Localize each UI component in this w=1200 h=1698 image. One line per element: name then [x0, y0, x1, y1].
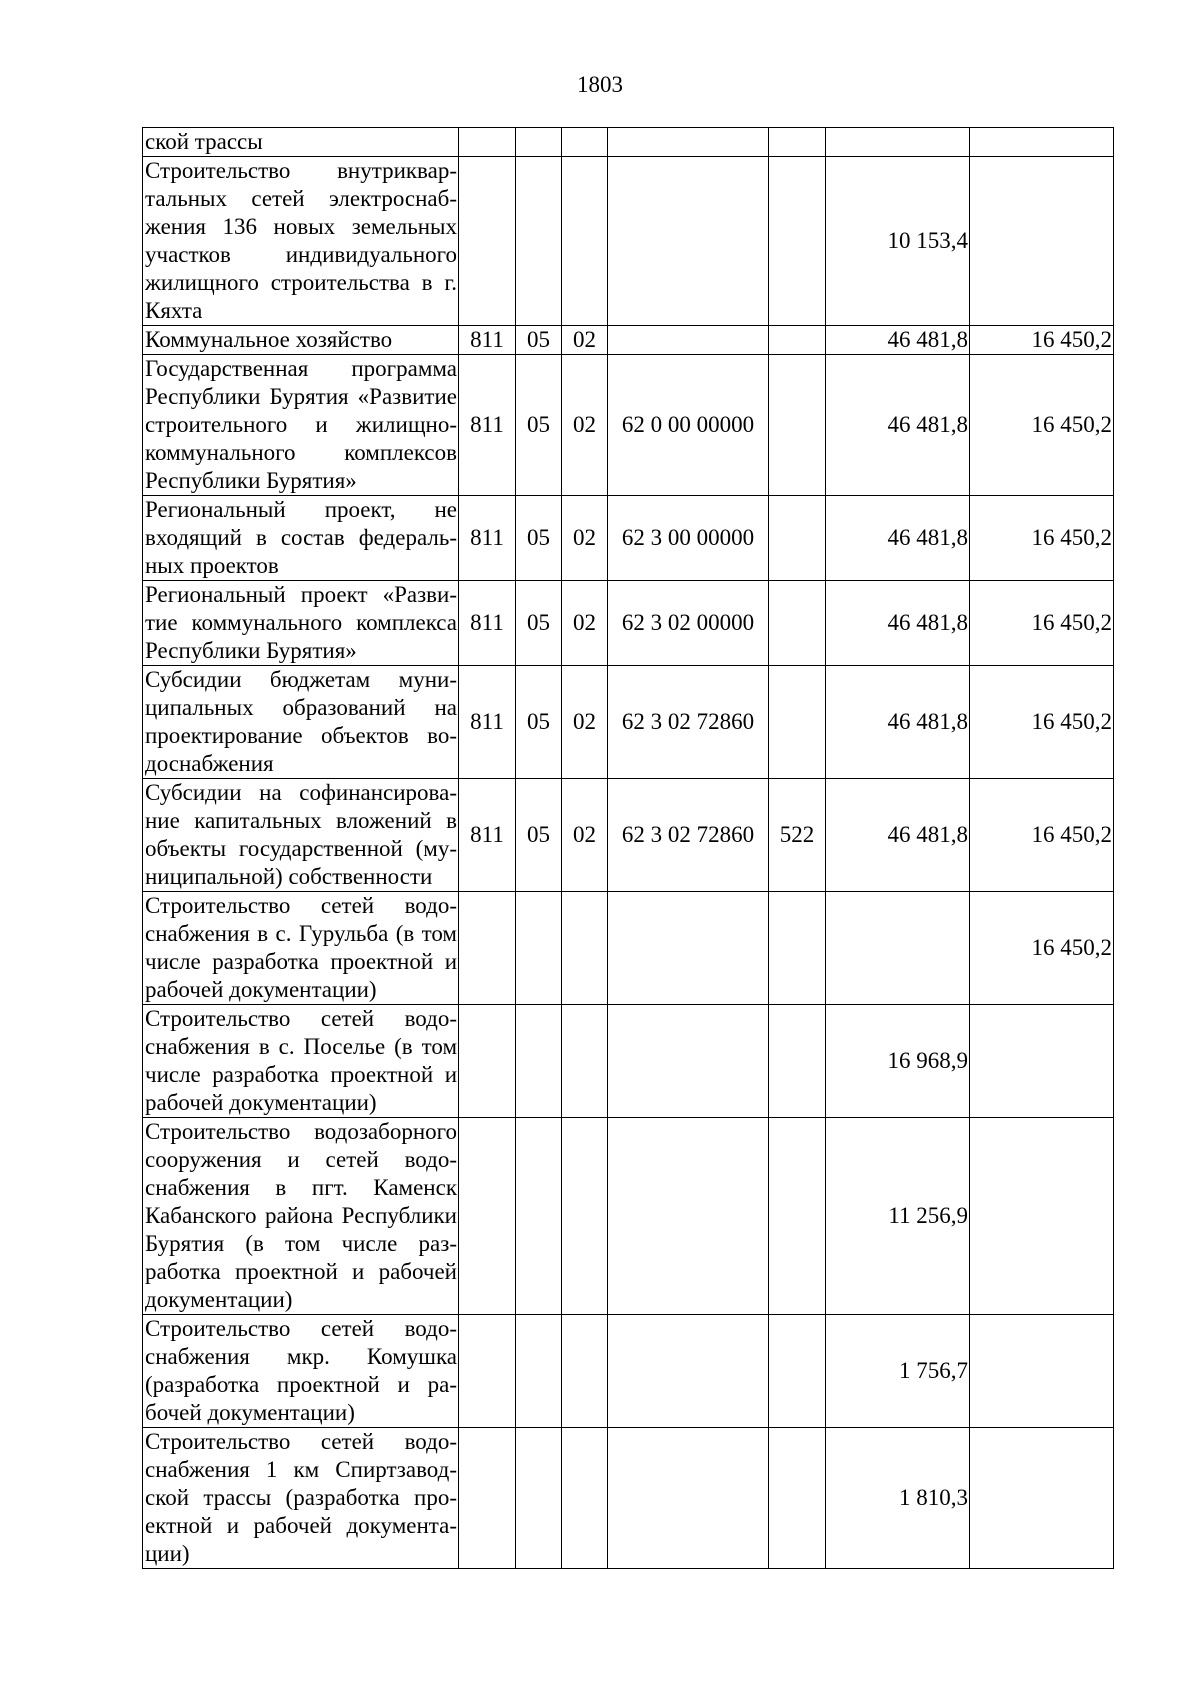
row-sum1: 1 756,7 [826, 1315, 970, 1428]
table-row [143, 326, 1114, 355]
row-sum2: 16 450,2 [970, 496, 1114, 581]
row-vr [769, 1118, 826, 1315]
row-pr [562, 892, 608, 1005]
row-csr: 62 0 00 00000 [608, 355, 769, 496]
table-row [143, 1428, 1114, 1569]
row-sum2: 16 450,2 [970, 892, 1114, 1005]
row-grbs [459, 1428, 516, 1569]
row-sum1: 46 481,8 [826, 355, 970, 496]
row-csr [608, 1428, 769, 1569]
row-grbs [459, 1118, 516, 1315]
row-sum1: 46 481,8 [826, 326, 970, 355]
row-pr [562, 1118, 608, 1315]
row-sum1 [826, 892, 970, 1005]
row-csr: 62 3 02 72860 [608, 779, 769, 892]
row-sum1: 46 481,8 [826, 496, 970, 581]
row-name: Субсидии бюджетам муниципальных образований на проектирование объектов водоснабжения [143, 666, 459, 779]
row-csr [608, 157, 769, 326]
row-grbs [459, 1005, 516, 1118]
row-name: Строительство сетей водоснабжения мкр. Комушка (разработка проектной и рабочей документации) [143, 1315, 459, 1428]
row-sum1: 46 481,8 [826, 779, 970, 892]
row-csr [608, 1315, 769, 1428]
row-csr [608, 326, 769, 355]
row-csr [608, 1118, 769, 1315]
row-pr [562, 1428, 608, 1569]
row-name: Строительство водозаборного сооружения и сетей водоснабжения в пгт. Каменск Кабанского района Республики Бурятия (в том числе разработка проектной и рабочей документации) [143, 1118, 459, 1315]
table-row [143, 581, 1114, 666]
row-rz [516, 1315, 562, 1428]
table-row [143, 1005, 1114, 1118]
row-name: Государственная программа Республики Бурятия «Развитие строительного и жилищно-коммунального комплексов Республики Бурятия» [143, 355, 459, 496]
row-vr [769, 581, 826, 666]
row-grbs: 811 [459, 581, 516, 666]
row-name: Коммунальное хозяйство [143, 326, 459, 355]
row-vr [769, 496, 826, 581]
row-pr [562, 1005, 608, 1118]
row-sum1: 46 481,8 [826, 666, 970, 779]
row-vr [769, 326, 826, 355]
row-rz: 05 [516, 581, 562, 666]
row-name: Строительство сетей водоснабжения в с. Гурульба (в том числе разработка проектной и рабочей документации) [143, 892, 459, 1005]
table-row [143, 157, 1114, 326]
row-rz [516, 157, 562, 326]
row-csr [608, 128, 769, 157]
row-name: Строительство сетей водоснабжения в с. Поселье (в том числе разработка проектной и рабочей документации) [143, 1005, 459, 1118]
row-name: Региональный проект «Развитие коммунального комплекса Республики Бурятия» [143, 581, 459, 666]
row-name: Строительство сетей водоснабжения 1 км Спиртзаводской трассы (разработка проектной и рабочей документации) [143, 1428, 459, 1569]
row-vr [769, 355, 826, 496]
row-csr: 62 3 00 00000 [608, 496, 769, 581]
table-row [143, 779, 1114, 892]
row-pr: 02 [562, 355, 608, 496]
row-grbs: 811 [459, 496, 516, 581]
row-name: Строительство внутриквартальных сетей электроснабжения 136 новых земельных участков индивидуального жилищного строительства в г. Кяхта [143, 157, 459, 326]
row-grbs [459, 1315, 516, 1428]
row-rz [516, 1005, 562, 1118]
row-grbs: 811 [459, 355, 516, 496]
row-csr [608, 892, 769, 1005]
table-row [143, 1118, 1114, 1315]
row-sum1 [826, 128, 970, 157]
row-grbs: 811 [459, 326, 516, 355]
row-sum2: 16 450,2 [970, 355, 1114, 496]
table-row [143, 1315, 1114, 1428]
row-csr: 62 3 02 72860 [608, 666, 769, 779]
row-rz: 05 [516, 326, 562, 355]
row-pr [562, 128, 608, 157]
row-csr: 62 3 02 00000 [608, 581, 769, 666]
row-pr [562, 1315, 608, 1428]
row-pr: 02 [562, 326, 608, 355]
row-sum2: 16 450,2 [970, 326, 1114, 355]
row-vr [769, 1428, 826, 1569]
row-grbs: 811 [459, 666, 516, 779]
row-pr: 02 [562, 779, 608, 892]
row-vr: 522 [769, 779, 826, 892]
row-sum2 [970, 157, 1114, 326]
row-grbs [459, 892, 516, 1005]
row-grbs [459, 128, 516, 157]
row-rz: 05 [516, 779, 562, 892]
row-sum1: 16 968,9 [826, 1005, 970, 1118]
row-vr [769, 1315, 826, 1428]
row-sum1: 10 153,4 [826, 157, 970, 326]
table-row [143, 666, 1114, 779]
row-vr [769, 157, 826, 326]
row-sum2 [970, 1315, 1114, 1428]
row-sum2 [970, 128, 1114, 157]
table-row [143, 355, 1114, 496]
table-row [143, 892, 1114, 1005]
row-rz [516, 128, 562, 157]
row-rz [516, 892, 562, 1005]
row-sum2 [970, 1005, 1114, 1118]
row-pr [562, 157, 608, 326]
row-pr: 02 [562, 581, 608, 666]
row-csr [608, 1005, 769, 1118]
row-sum2: 16 450,2 [970, 779, 1114, 892]
row-rz: 05 [516, 496, 562, 581]
row-rz [516, 1118, 562, 1315]
row-rz: 05 [516, 355, 562, 496]
row-vr [769, 128, 826, 157]
row-name: Субсидии на софинансирование капитальных вложений в объекты государственной (муниципальной) собственности [143, 779, 459, 892]
row-sum2 [970, 1428, 1114, 1569]
row-vr [769, 892, 826, 1005]
row-pr: 02 [562, 666, 608, 779]
row-name: ской трассы [143, 128, 459, 157]
row-sum1: 11 256,9 [826, 1118, 970, 1315]
row-rz: 05 [516, 666, 562, 779]
row-grbs [459, 157, 516, 326]
row-sum2: 16 450,2 [970, 581, 1114, 666]
row-pr: 02 [562, 496, 608, 581]
row-vr [769, 1005, 826, 1118]
page-number: 1803 [577, 72, 623, 97]
budget-table [142, 127, 1114, 1569]
row-name: Региональный проект, не входящий в состав федеральных проектов [143, 496, 459, 581]
row-vr [769, 666, 826, 779]
table-row [143, 128, 1114, 157]
row-grbs: 811 [459, 779, 516, 892]
row-sum1: 1 810,3 [826, 1428, 970, 1569]
row-sum2 [970, 1118, 1114, 1315]
row-sum1: 46 481,8 [826, 581, 970, 666]
row-rz [516, 1428, 562, 1569]
row-sum2: 16 450,2 [970, 666, 1114, 779]
table-row [143, 496, 1114, 581]
